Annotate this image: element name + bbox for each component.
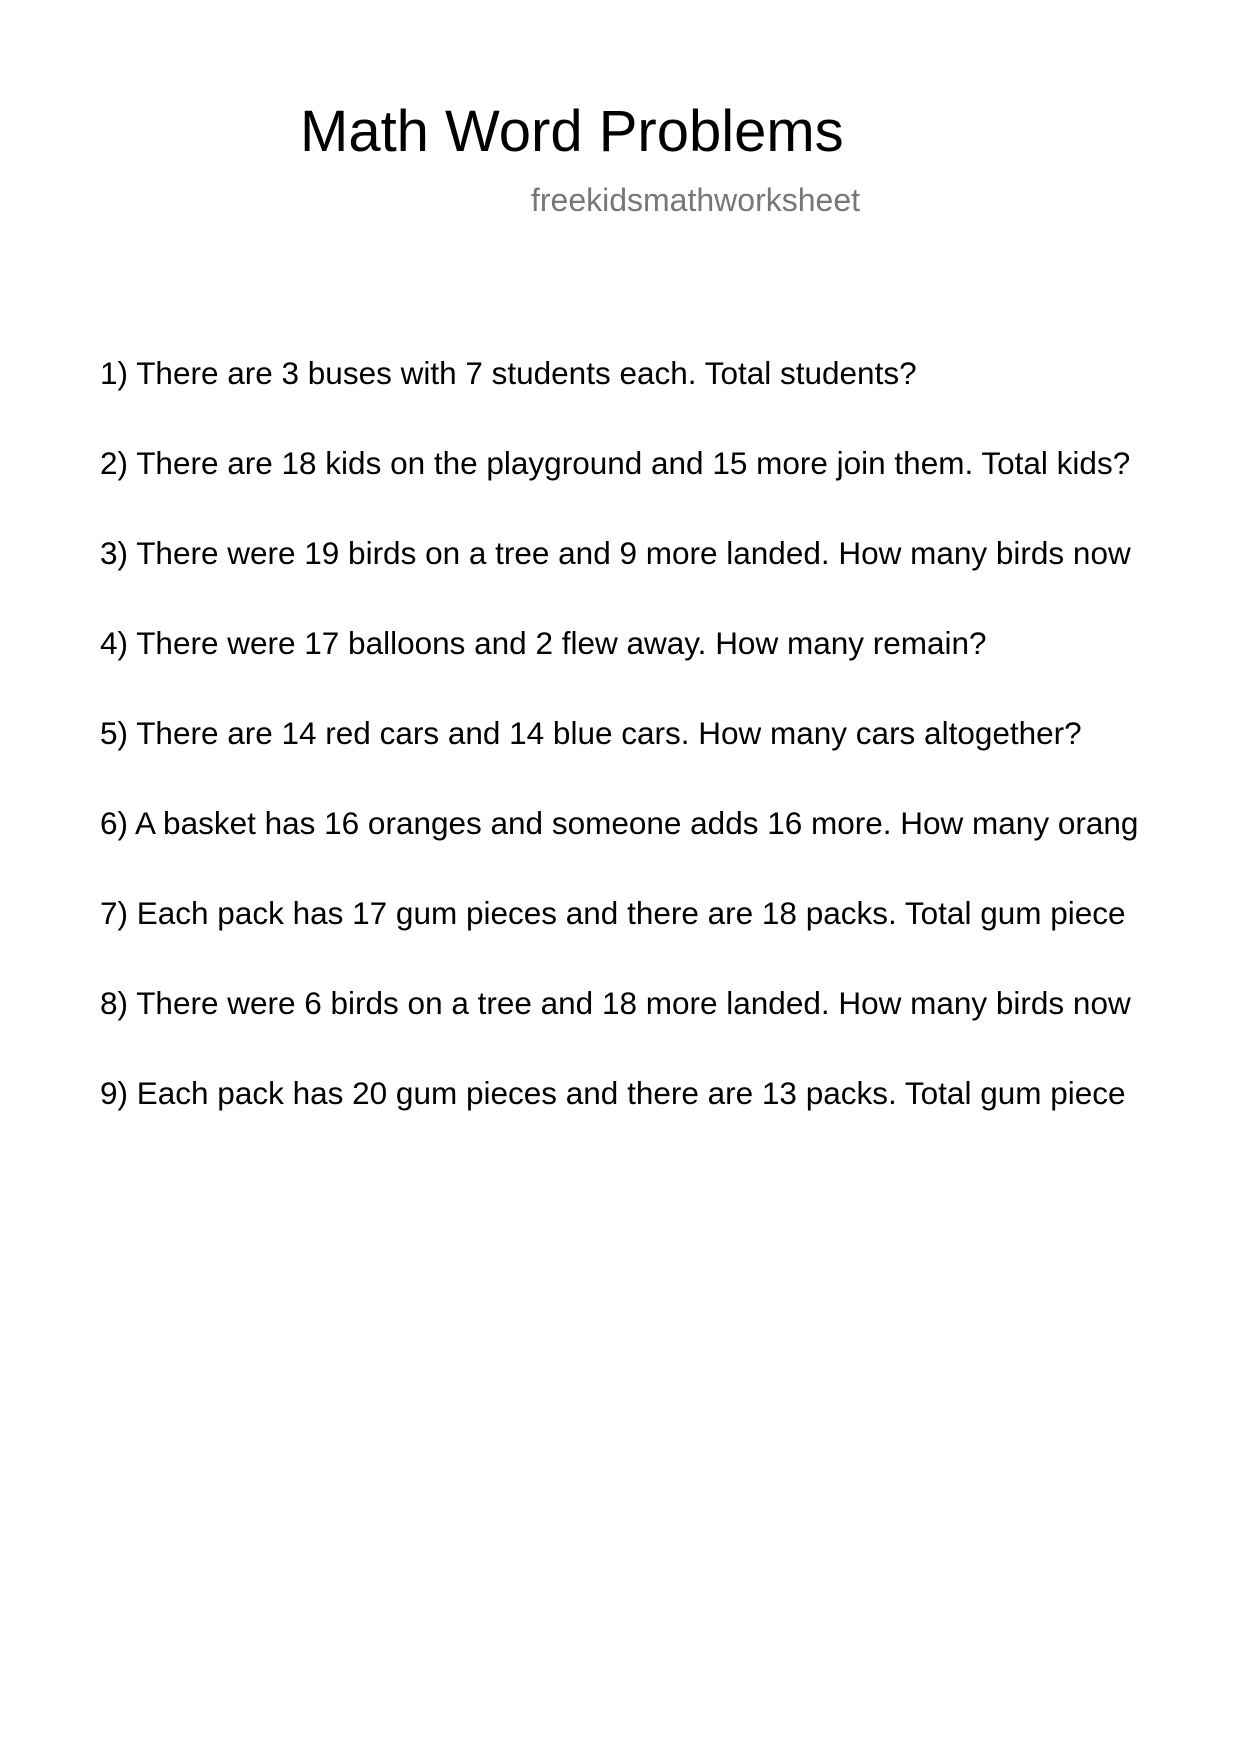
problem-item: 7) Each pack has 17 gum pieces and there are 18 packs. Total gum piece	[100, 895, 1126, 931]
problem-item: 1) There are 3 buses with 7 students each. Total students?	[100, 355, 917, 391]
problem-item: 4) There were 17 balloons and 2 flew away. How many remain?	[100, 625, 987, 661]
problem-list	[100, 350, 1138, 1160]
problem-item: 2) There are 18 kids on the playground and 15 more join them. Total kids?	[100, 445, 1131, 481]
problem-item: 3) There were 19 birds on a tree and 9 more landed. How many birds now	[100, 535, 1131, 571]
problem-item: 9) Each pack has 20 gum pieces and there are 13 packs. Total gum piece	[100, 1075, 1126, 1111]
page-subtitle: freekidsmathworksheet	[530, 182, 860, 218]
problem-item: 6) A basket has 16 oranges and someone adds 16 more. How many orang	[100, 805, 1139, 841]
problem-item: 8) There were 6 birds on a tree and 18 more landed. How many birds now	[100, 985, 1131, 1021]
problem-item: 5) There are 14 red cars and 14 blue cars. How many cars altogether?	[100, 715, 1082, 751]
page-title: Math Word Problems	[300, 99, 844, 164]
